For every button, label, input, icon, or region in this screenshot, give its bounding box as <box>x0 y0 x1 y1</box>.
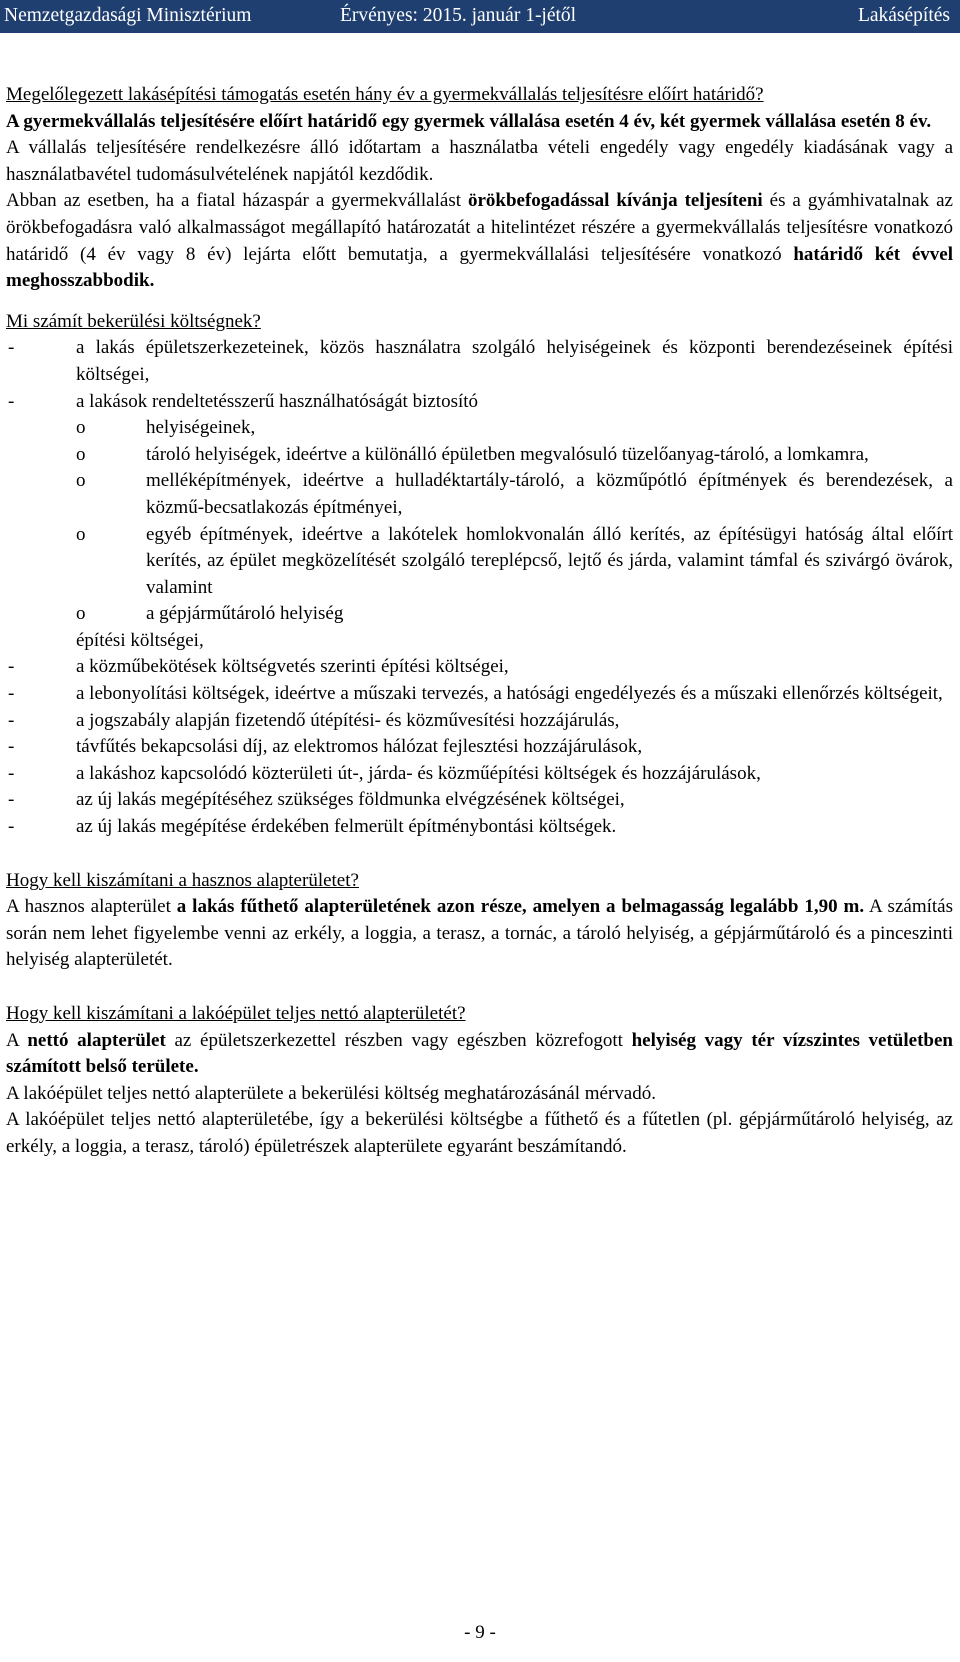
spacer <box>6 974 953 1001</box>
sub-list-item: o egyéb építmények, ideértve a lakótelek homlokvonalán álló kerítés, az építésügyi hatóság által előírt kerítés, az épület megközelítését szolgáló tereplépcső, lejtő és járda, valamint támfal és szivárgó övárok, valamint <box>76 523 953 598</box>
sub-list-tail: építési költségei, <box>76 629 204 651</box>
page-number: - 9 - <box>464 1622 496 1643</box>
question-2: Mi számít bekerülési költségnek? <box>6 310 261 332</box>
list-item: - a lebonyolítási költségek, ideértve a műszaki tervezés, a hatósági engedélyezés és a műszaki ellenőrzés költségeit, <box>8 683 943 705</box>
sub-list-item: o a gépjárműtároló helyiség <box>76 603 344 625</box>
list-item: - az új lakás megépítéséhez szükséges földmunka elvégzésének költségei, <box>8 789 625 811</box>
answer-4-p3: A lakóépület teljes nettó alapterületébe, így a bekerülési költségbe a fűthető és a fűtetlen (pl. gépjárműtároló helyiség, az erkély, a loggia, a terasz, tároló) épületrészek alapterülete egyaránt beszámítandó. <box>6 1109 953 1157</box>
answer-1-p2: A vállalás teljesítésére rendelkezésre álló időtartam a használatba vételi engedély vagy engedély kiadásának vagy a használatbavétel tudomásulvételének napjától kezdődik. <box>6 137 953 185</box>
answer-3: A hasznos alapterület a lakás fűthető alapterületének azon része, amelyen a belmagasság legalább 1,90 m. A számítás során nem lehet figyelembe venni az erkély, a loggia, a terasz, a tornác, a tároló helyiség, a gépjárműtároló és a pinceszinti helyiség alapterületét. <box>6 896 953 971</box>
answer-1-p3: Abban az esetben, ha a fiatal házaspár a gyermekvállalást örökbefogadással kívánja teljesíteni és a gyámhivatalnak az örökbefogadásra való alkalmasságot megállapító határozatát a hitelintézet részére a gyermekvállalás teljesítésre vonatkozó határidő (4 év vagy 8 év) lejárta előtt bemutatja, a gyermekvállalási teljesítésére vonatkozó határidő két évvel meghosszabbodik. <box>6 190 953 292</box>
answer-4-p2: A lakóépület teljes nettó alapterülete a bekerülési költség meghatározásánál mérvadó. <box>6 1082 656 1104</box>
header-topic: Lakásépítés <box>857 5 950 26</box>
sub-list-item: o helyiségeinek, <box>76 417 256 439</box>
answer-4-p1: A nettó alapterület az épületszerkezettel részben vagy egészben közrefogott helyiség vagy tér vízszintes vetületben számított belső területe. <box>6 1029 953 1078</box>
header-ministry: Nemzetgazdasági Minisztérium <box>4 5 252 26</box>
page-header <box>0 0 960 33</box>
answer-1-bold: A gyermekvállalás teljesítésére előírt határidő egy gyermek vállalása esetén 4 év, két gyermek vállalása esetén 8 év. <box>6 110 932 132</box>
question-4: Hogy kell kiszámítani a lakóépület teljes nettó alapterületét? <box>6 1003 466 1024</box>
spacer <box>6 841 953 868</box>
question-3: Hogy kell kiszámítani a hasznos alapterületet? <box>6 869 359 891</box>
header-validity: Érvényes: 2015. január 1-jétől <box>340 5 577 26</box>
list-item: - a jogszabály alapján fizetendő útépítési- és közművesítési hozzájárulás, <box>8 709 620 731</box>
list-item: - a közműbekötések költségvetés szerinti építési költségei, <box>8 656 509 678</box>
sub-list-item: o melléképítmények, ideértve a hulladéktartály-tároló, a közműpótló építmények és berendezések, a közmű-becsatlakozás építményei, <box>76 470 953 518</box>
list-item: - távfűtés bekapcsolási díj, az elektromos hálózat fejlesztési hozzájárulások, <box>8 736 643 758</box>
question-1: Megelőlegezett lakásépítési támogatás esetén hány év a gyermekvállalás teljesítésre előírt határidő? <box>6 84 764 105</box>
list-item: - a lakások rendeltetésszerű használhatóságát biztosító <box>8 390 479 412</box>
list-item: - az új lakás megépítése érdekében felmerült építménybontási költségek. <box>8 816 617 838</box>
list-item: - a lakás épületszerkezeteinek, közös használatra szolgáló helyiségeinek és központi berendezéseinek építési költségei, <box>8 337 953 385</box>
spacer <box>6 295 953 309</box>
list-item: - a lakáshoz kapcsolódó közterületi út-, járda- és közműépítési költségek és hozzájárulások, <box>8 762 761 784</box>
document-body <box>6 82 953 1161</box>
sub-list-item: o tároló helyiségek, ideértve a különálló épületben megvalósuló tüzelőanyag-tároló, a lomkamra, <box>76 443 869 465</box>
